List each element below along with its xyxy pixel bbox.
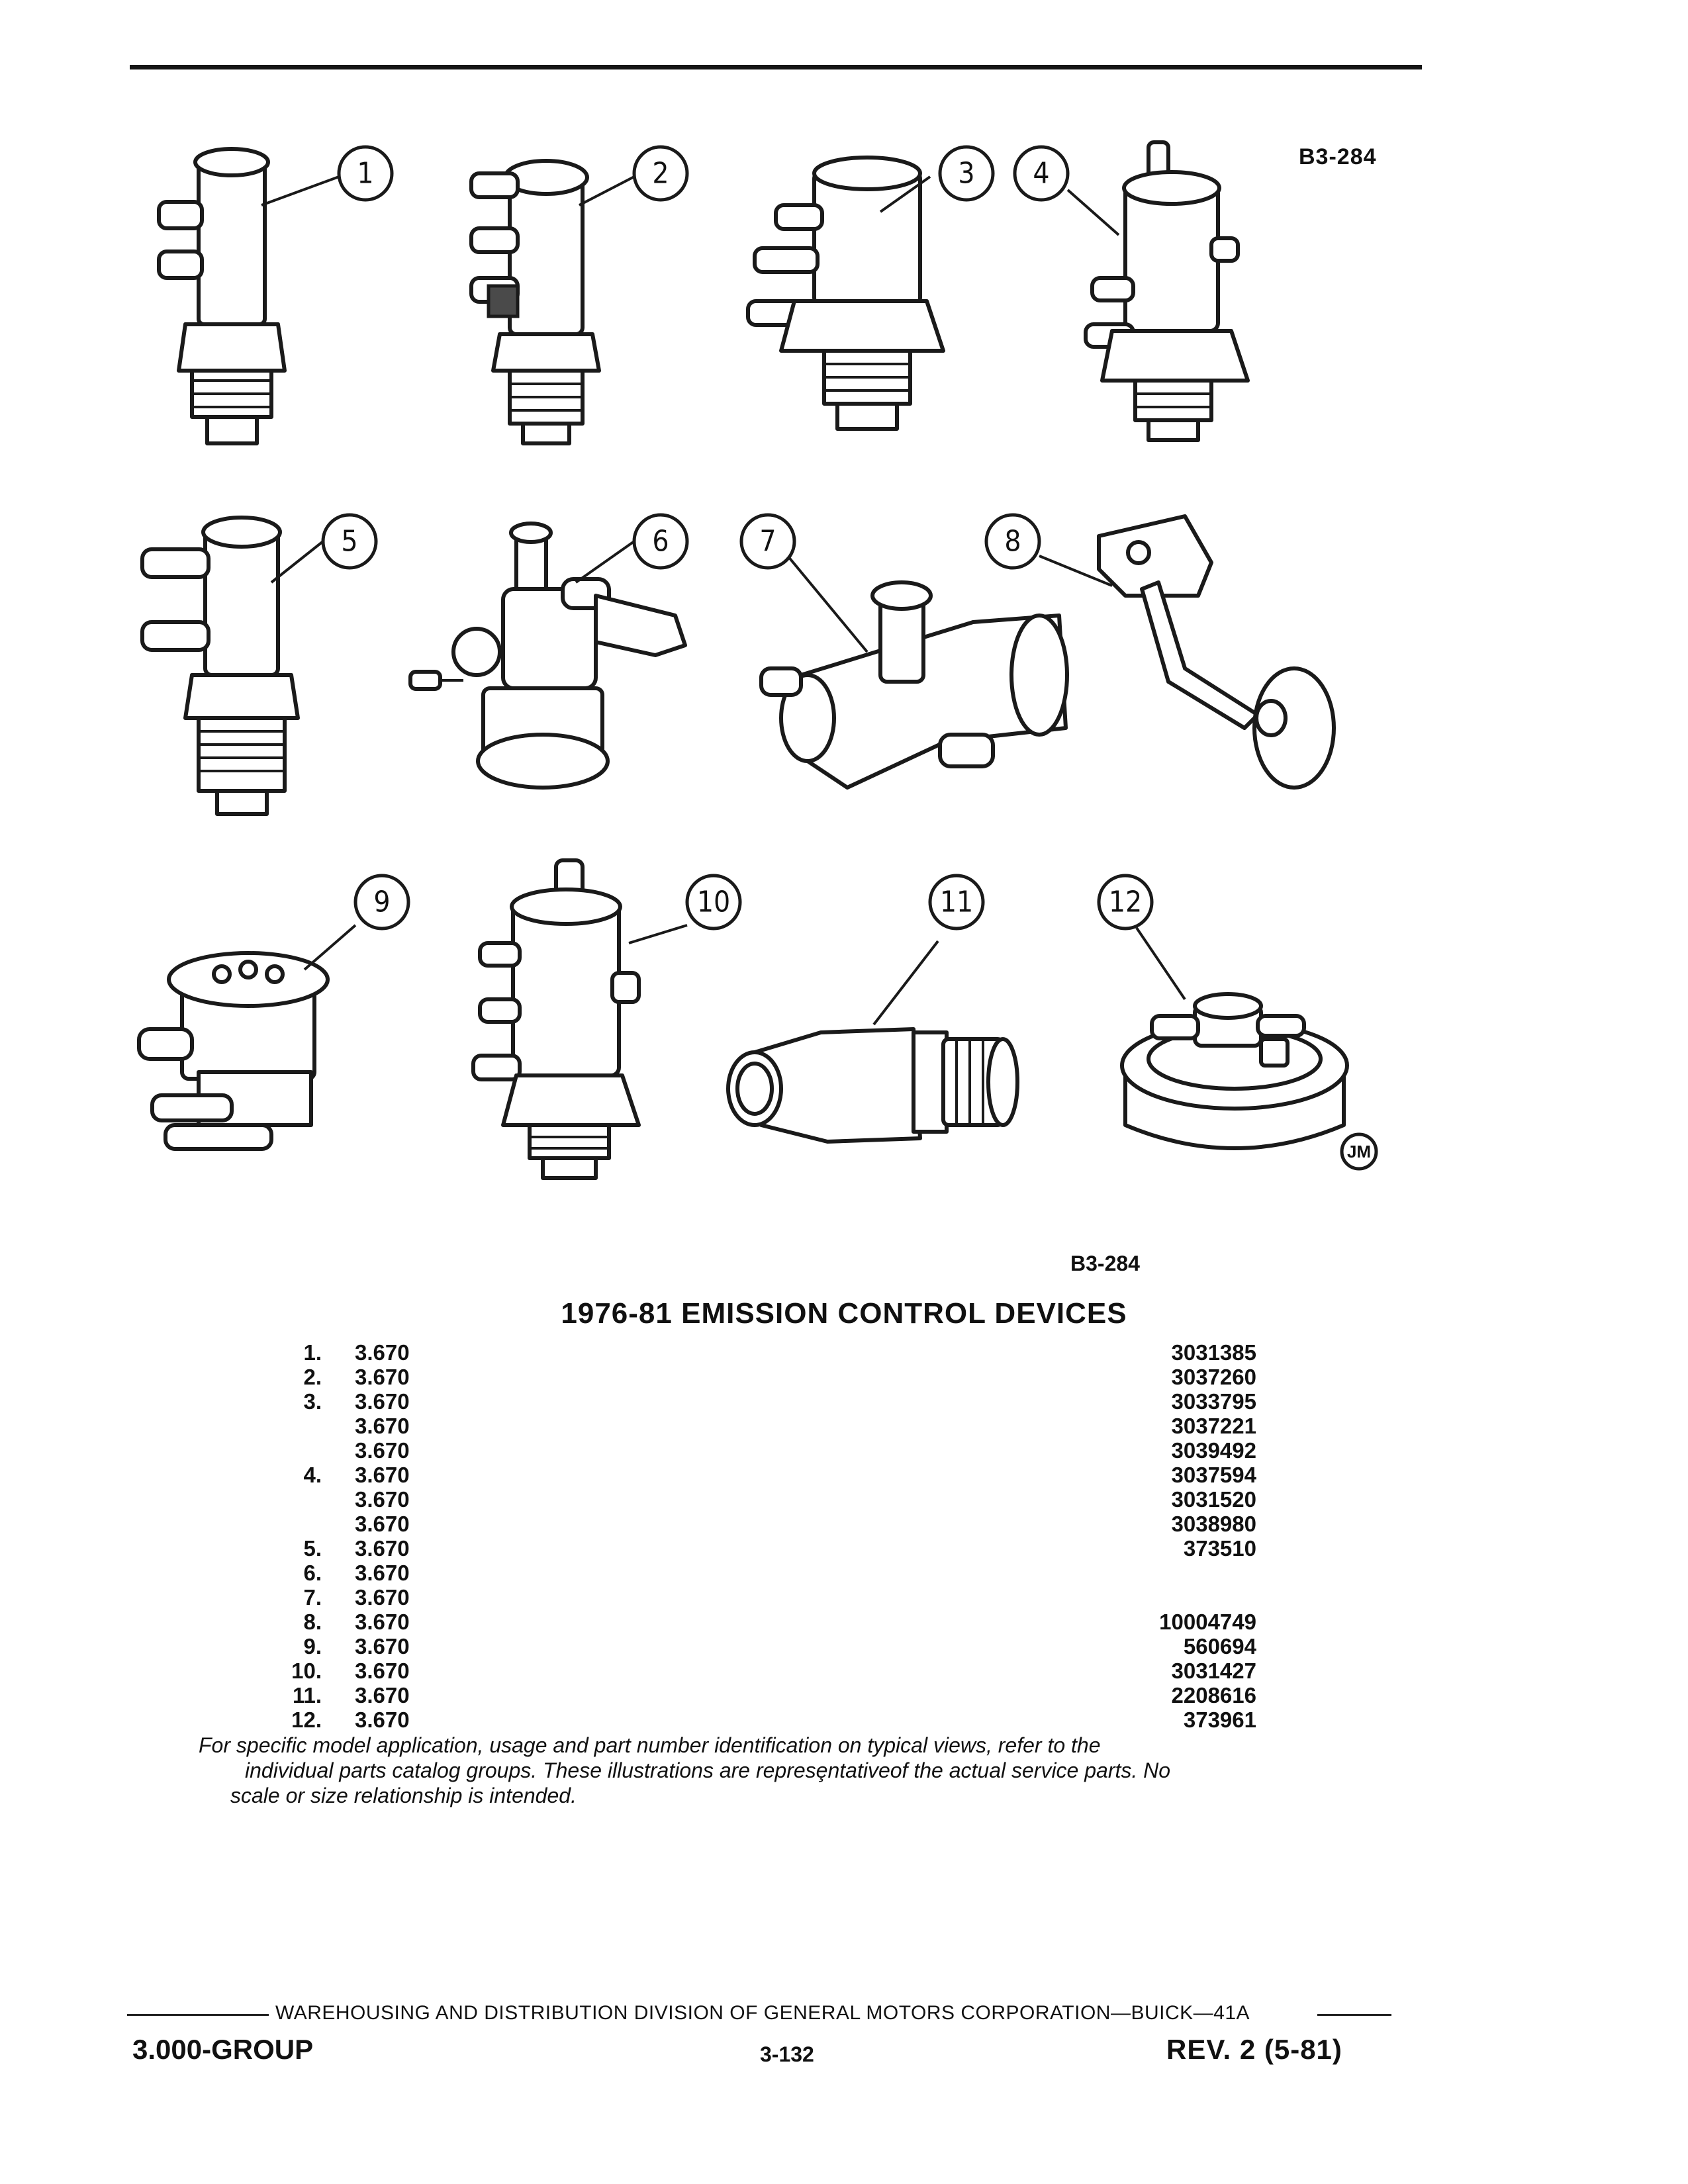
item-number: 6.	[303, 1561, 322, 1585]
figure-code-mid: B3-284	[1070, 1251, 1140, 1275]
callout-5-label: 5	[341, 524, 358, 559]
footer-rule-right	[1317, 2014, 1391, 2016]
group-number: 3.670	[355, 1659, 410, 1683]
callout-9-label: 9	[373, 885, 391, 919]
parts-row	[0, 1438, 1688, 1463]
part-11-drawing	[728, 1029, 1017, 1142]
footer-credit: WAREHOUSING AND DISTRIBUTION DIVISION OF GENERAL MOTORS CORPORATION—BUICK—41A	[275, 2002, 1250, 2024]
part-7-drawing	[761, 582, 1067, 788]
parts-row	[0, 1512, 1688, 1537]
group-number: 3.670	[355, 1512, 410, 1536]
usage-note	[199, 1733, 1390, 1808]
part-number: 373510	[1183, 1536, 1256, 1561]
group-number: 3.670	[355, 1438, 410, 1463]
callout-6-label: 6	[652, 524, 669, 559]
part-9-drawing	[139, 953, 328, 1149]
parts-row	[0, 1414, 1688, 1439]
part-1-drawing	[159, 149, 285, 443]
parts-row	[0, 1585, 1688, 1610]
group-number: 3.670	[355, 1414, 410, 1438]
revision-label: REV. 2 (5-81)	[1166, 2034, 1342, 2065]
usage-note-line-2: individual parts catalog groups. These illustrations are represȩntativeof the actual service parts. No	[245, 1758, 1171, 1782]
usage-note-line-3: scale or size relationship is intended.	[230, 1784, 577, 1807]
part-number: 3037221	[1171, 1414, 1256, 1438]
parts-row	[0, 1340, 1688, 1365]
parts-row	[0, 1683, 1688, 1708]
callout-12-label: 12	[1108, 885, 1143, 919]
part-number: 2208616	[1171, 1683, 1256, 1707]
item-number: 4.	[303, 1463, 322, 1487]
part-number: 3033795	[1171, 1389, 1256, 1414]
figure-code-top: B3-284	[1299, 144, 1377, 169]
part-number: 10004749	[1159, 1610, 1256, 1634]
parts-row	[0, 1389, 1688, 1414]
part-3-drawing	[748, 158, 943, 429]
item-number: 10.	[291, 1659, 322, 1683]
item-number: 8.	[303, 1610, 322, 1634]
group-number: 3.670	[355, 1610, 410, 1634]
page-title: 1976-81 EMISSION CONTROL DEVICES	[561, 1297, 1127, 1330]
callout-3-label: 3	[958, 156, 975, 191]
item-number: 7.	[303, 1585, 322, 1610]
footer-group: 3.000-GROUP	[132, 2034, 314, 2065]
part-number: 560694	[1183, 1634, 1256, 1659]
callout-4-label: 4	[1033, 156, 1050, 191]
parts-row	[0, 1634, 1688, 1659]
part-number: 3038980	[1171, 1512, 1256, 1536]
parts-row	[0, 1365, 1688, 1390]
footer-rule-left	[127, 2014, 269, 2016]
usage-note-line-1: For specific model application, usage and part number identification on typical views, refer to the	[199, 1733, 1101, 1757]
callout-11-label: 11	[939, 885, 974, 919]
part-number: 3037594	[1171, 1463, 1256, 1487]
group-number: 3.670	[355, 1683, 410, 1707]
item-number: 2.	[303, 1365, 322, 1389]
part-8-drawing	[1099, 516, 1334, 788]
group-number: 3.670	[355, 1487, 410, 1512]
callout-7-label: 7	[759, 524, 776, 559]
callout-1-label: 1	[357, 156, 374, 191]
parts-row	[0, 1487, 1688, 1512]
item-number: 12.	[291, 1707, 322, 1732]
page-number: 3-132	[760, 2042, 814, 2066]
item-number: 5.	[303, 1536, 322, 1561]
part-4-drawing	[1086, 142, 1248, 440]
part-number: 3039492	[1171, 1438, 1256, 1463]
callout-2-label: 2	[652, 156, 669, 191]
parts-row	[0, 1707, 1688, 1733]
parts-row	[0, 1463, 1688, 1488]
artist-mark: JM	[1346, 1142, 1372, 1161]
group-number: 3.670	[355, 1536, 410, 1561]
group-number: 3.670	[355, 1707, 410, 1732]
parts-row	[0, 1536, 1688, 1561]
parts-row	[0, 1561, 1688, 1586]
callout-8-label: 8	[1004, 524, 1021, 559]
part-2-drawing	[471, 161, 599, 443]
group-number: 3.670	[355, 1634, 410, 1659]
item-number: 1.	[303, 1340, 322, 1365]
group-number: 3.670	[355, 1585, 410, 1610]
group-number: 3.670	[355, 1389, 410, 1414]
group-number: 3.670	[355, 1561, 410, 1585]
part-10-drawing	[473, 860, 639, 1178]
group-number: 3.670	[355, 1365, 410, 1389]
item-number: 11.	[292, 1683, 322, 1707]
part-number: 373961	[1183, 1707, 1256, 1732]
part-number: 3031385	[1171, 1340, 1256, 1365]
item-number: 3.	[303, 1389, 322, 1414]
parts-row	[0, 1610, 1688, 1635]
part-number: 3031427	[1171, 1659, 1256, 1683]
parts-row	[0, 1659, 1688, 1684]
item-number: 9.	[303, 1634, 322, 1659]
callout-10-label: 10	[696, 885, 731, 919]
group-number: 3.670	[355, 1340, 410, 1365]
group-number: 3.670	[355, 1463, 410, 1487]
callouts	[323, 147, 1152, 929]
part-number: 3031520	[1171, 1487, 1256, 1512]
part-number: 3037260	[1171, 1365, 1256, 1389]
part-5-drawing	[142, 518, 298, 814]
part-12-drawing	[1122, 994, 1376, 1169]
